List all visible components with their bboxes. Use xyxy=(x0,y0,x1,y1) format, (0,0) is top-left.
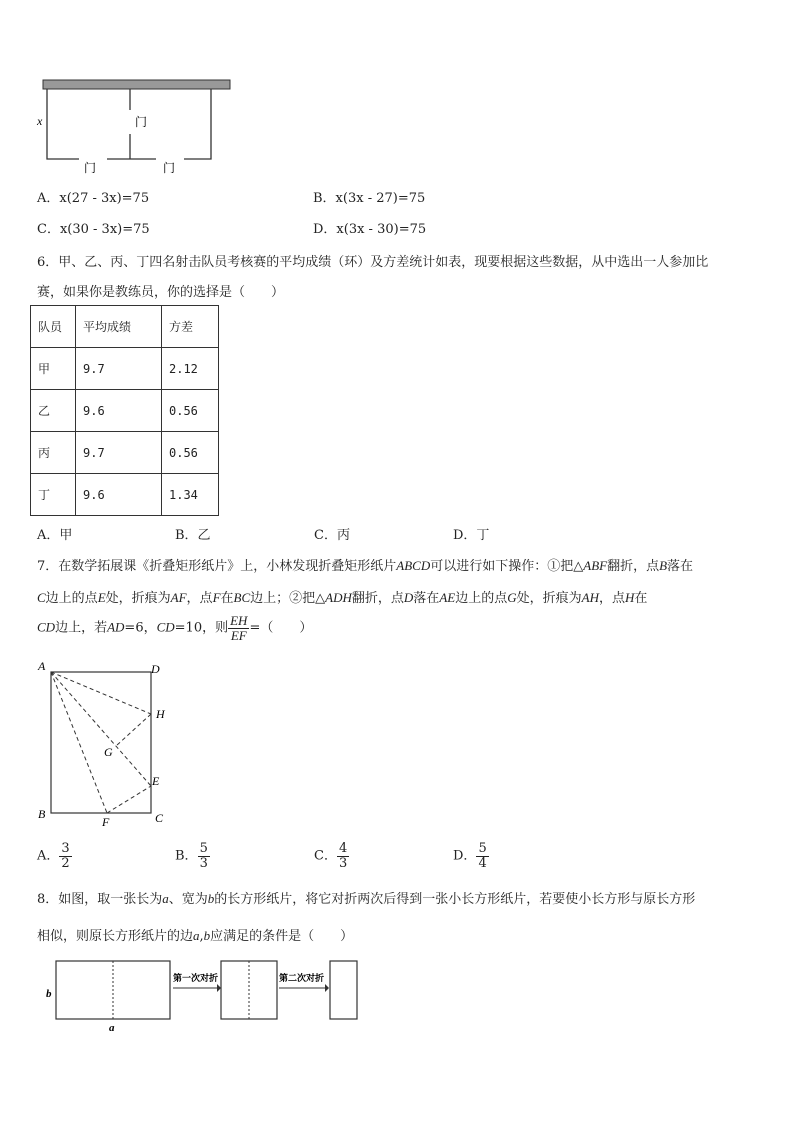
q7-option-c[interactable]: C． $\frac{4}{3}$ xyxy=(314,841,348,871)
wall xyxy=(43,80,230,89)
q7-stem-line2: C边上的点E处，折痕为AF，点F在BC边上；②把△ADH翻折，点D落在AE边上的点G处，折痕为AH，点H在 xyxy=(37,590,648,606)
q8-folding-figure xyxy=(40,955,370,1035)
table-row xyxy=(31,474,219,516)
q5-option-a[interactable]: A．x(27 - 3x)=75 xyxy=(37,191,150,206)
q5-option-b[interactable]: B．x(3x - 27)=75 xyxy=(313,191,426,206)
q7-option-d[interactable]: D． $\frac{5}{4}$ xyxy=(453,841,487,871)
point-label: C xyxy=(155,811,164,825)
point-label: G xyxy=(104,745,113,759)
table-cell: 0.56 xyxy=(162,432,219,474)
eh-ef-fraction: $\frac{EH}{EF}$ xyxy=(230,613,248,643)
q6-stem-line2: 赛，如果你是教练员，你的选择是（ ） xyxy=(37,285,285,300)
q7-option-a[interactable]: A． $\frac{3}{2}$ xyxy=(37,841,70,871)
q7-rectangle-figure xyxy=(34,655,184,830)
score-table xyxy=(30,305,219,516)
q5-option-d[interactable]: D．x(3x - 30)=75 xyxy=(313,222,427,237)
q5-figure xyxy=(34,76,234,176)
q7-stem-line1: 7．在数学拓展课《折叠矩形纸片》上，小林发现折叠矩形纸片ABCD可以进行如下操作：①把△ABF翻折，点B落在 xyxy=(37,558,694,574)
table-row xyxy=(31,432,219,474)
q6-stem-line1: 6．甲、乙、丙、丁四名射击队员考核赛的平均成绩（环）及方差统计如表，现要根据这些数据，从中选出一人参加比 xyxy=(37,255,709,270)
point-label: E xyxy=(152,774,160,788)
point-label: F xyxy=(102,815,110,829)
q6-option-a[interactable]: A．甲 xyxy=(37,528,73,543)
table-cell: 9.6 xyxy=(76,390,162,432)
a-label: a xyxy=(109,1022,115,1034)
table-cell: 9.7 xyxy=(76,348,162,390)
q8-stem-line1: 8．如图，取一张长为a、宽为b的长方形纸片，将它对折两次后得到一张小长方形纸片，若要使小长方形与原长方形 xyxy=(37,891,696,907)
door-label: 门 xyxy=(163,161,176,175)
x-label: x xyxy=(37,114,43,128)
table-header-cell: 队员 xyxy=(31,306,76,348)
q6-option-b[interactable]: B．乙 xyxy=(175,528,211,543)
point-label: B xyxy=(38,807,46,821)
point-label: H xyxy=(156,707,165,721)
q6-option-c[interactable]: C．丙 xyxy=(314,528,350,543)
table-header-cell: 方差 xyxy=(162,306,219,348)
q8-stem-line2: 相似，则原长方形纸片的边a,b应满足的条件是（ ） xyxy=(37,928,354,944)
table-cell: 0.56 xyxy=(162,390,219,432)
table-header-cell: 平均成绩 xyxy=(76,306,162,348)
table-cell: 乙 xyxy=(31,390,76,432)
q7-option-b[interactable]: B． $\frac{5}{3}$ xyxy=(175,841,208,871)
table-cell: 甲 xyxy=(31,348,76,390)
table-cell: 2.12 xyxy=(162,348,219,390)
table-cell: 9.7 xyxy=(76,432,162,474)
point-label: A xyxy=(38,659,46,673)
table-row xyxy=(31,348,219,390)
door-label: 门 xyxy=(135,115,148,129)
step2-label: 第二次对折 xyxy=(279,974,325,984)
b-label: b xyxy=(46,988,52,1000)
q5-option-c[interactable]: C．x(30 - 3x)=75 xyxy=(37,222,150,237)
door-label: 门 xyxy=(84,161,97,175)
table-header-row xyxy=(31,306,219,348)
table-cell: 9.6 xyxy=(76,474,162,516)
q7-stem-line3: CD边上，若AD=6，CD=10，则 $\frac{EH}{EF}$ =（ ） xyxy=(37,613,313,643)
step1-label: 第一次对折 xyxy=(173,974,219,984)
q6-option-d[interactable]: D．丁 xyxy=(453,528,490,543)
table-cell: 1.34 xyxy=(162,474,219,516)
point-label: D xyxy=(151,662,160,676)
table-row xyxy=(31,390,219,432)
table-cell: 丁 xyxy=(31,474,76,516)
table-cell: 丙 xyxy=(31,432,76,474)
